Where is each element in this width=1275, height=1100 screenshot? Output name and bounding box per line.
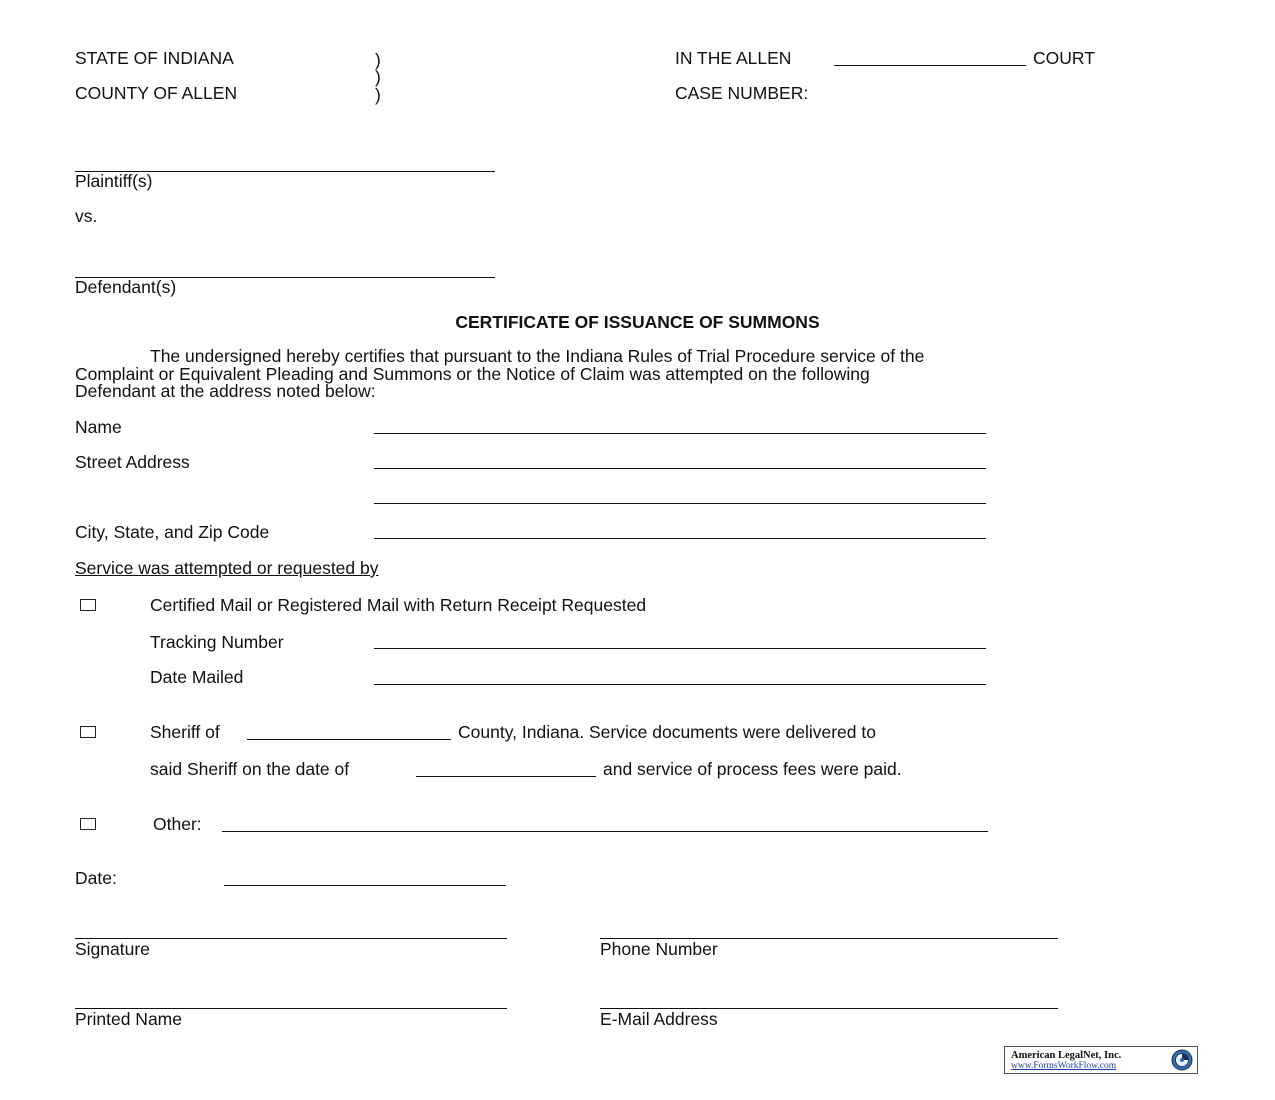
sheriff-label-middle: County, Indiana. Service documents were delivered to	[458, 722, 876, 742]
date-mailed-field[interactable]	[374, 684, 986, 685]
date-field[interactable]	[224, 885, 506, 886]
intro-paragraph	[75, 348, 1175, 401]
county-caption: COUNTY OF ALLEN	[75, 83, 238, 103]
other-checkbox[interactable]	[80, 818, 96, 830]
other-label: Other:	[153, 814, 202, 834]
service-heading: Service was attempted or requested by	[75, 558, 379, 578]
street-address-field[interactable]	[374, 468, 986, 469]
sheriff-checkbox[interactable]	[80, 726, 96, 738]
caption-paren: )	[375, 50, 381, 70]
intro-line-1: The undersigned hereby certifies that pursuant to the Indiana Rules of Trial Procedure service of the	[150, 346, 925, 366]
case-number-label: CASE NUMBER:	[675, 83, 809, 103]
document-title: CERTIFICATE OF ISSUANCE OF SUMMONS	[455, 312, 820, 332]
defendant-label: Defendant(s)	[75, 277, 177, 297]
street-address-label: Street Address	[75, 452, 190, 472]
city-state-zip-label: City, State, and Zip Code	[75, 522, 270, 542]
case-number-field[interactable]	[855, 99, 1105, 100]
plaintiff-label: Plaintiff(s)	[75, 171, 153, 191]
logo-url-link[interactable]: www.FormsWorkFlow.com	[1011, 1061, 1117, 1071]
city-state-zip-field[interactable]	[374, 538, 986, 539]
sheriff-county-field[interactable]	[247, 739, 451, 740]
other-field[interactable]	[222, 831, 988, 832]
versus-label: vs.	[75, 206, 98, 226]
tracking-number-label: Tracking Number	[150, 632, 284, 652]
sheriff-date-label-prefix: said Sheriff on the date of	[150, 759, 350, 779]
intro-line-3: Defendant at the address noted below:	[75, 381, 376, 401]
american-legalnet-logo[interactable]	[1004, 1046, 1198, 1074]
date-mailed-label: Date Mailed	[150, 667, 244, 687]
state-caption: STATE OF INDIANA	[75, 48, 234, 68]
intro-line-2: Complaint or Equivalent Pleading and Summons or the Notice of Claim was attempted on the following	[75, 363, 870, 384]
tracking-number-field[interactable]	[374, 648, 986, 649]
caption-paren: )	[375, 85, 381, 105]
email-address-label: E-Mail Address	[600, 1009, 718, 1029]
globe-seal-icon	[1171, 1049, 1193, 1071]
sheriff-label-prefix: Sheriff of	[150, 722, 220, 742]
name-label: Name	[75, 417, 122, 437]
logo-company-name: American LegalNet, Inc.	[1011, 1050, 1122, 1061]
name-field[interactable]	[374, 433, 986, 434]
mail-option-label: Certified Mail or Registered Mail with Return Receipt Requested	[150, 595, 647, 615]
signature-label: Signature	[75, 939, 150, 959]
mail-checkbox[interactable]	[80, 599, 96, 611]
court-label-suffix: COURT	[1033, 48, 1095, 68]
court-label-prefix: IN THE ALLEN	[675, 48, 792, 68]
caption-paren: )	[375, 67, 381, 87]
phone-number-label: Phone Number	[600, 939, 718, 959]
court-name-field[interactable]	[834, 65, 1026, 66]
street-address-field-2[interactable]	[374, 503, 986, 504]
date-label: Date:	[75, 868, 117, 888]
sheriff-date-field[interactable]	[416, 776, 596, 777]
sheriff-date-label-suffix: and service of process fees were paid.	[603, 759, 902, 779]
printed-name-label: Printed Name	[75, 1009, 182, 1029]
